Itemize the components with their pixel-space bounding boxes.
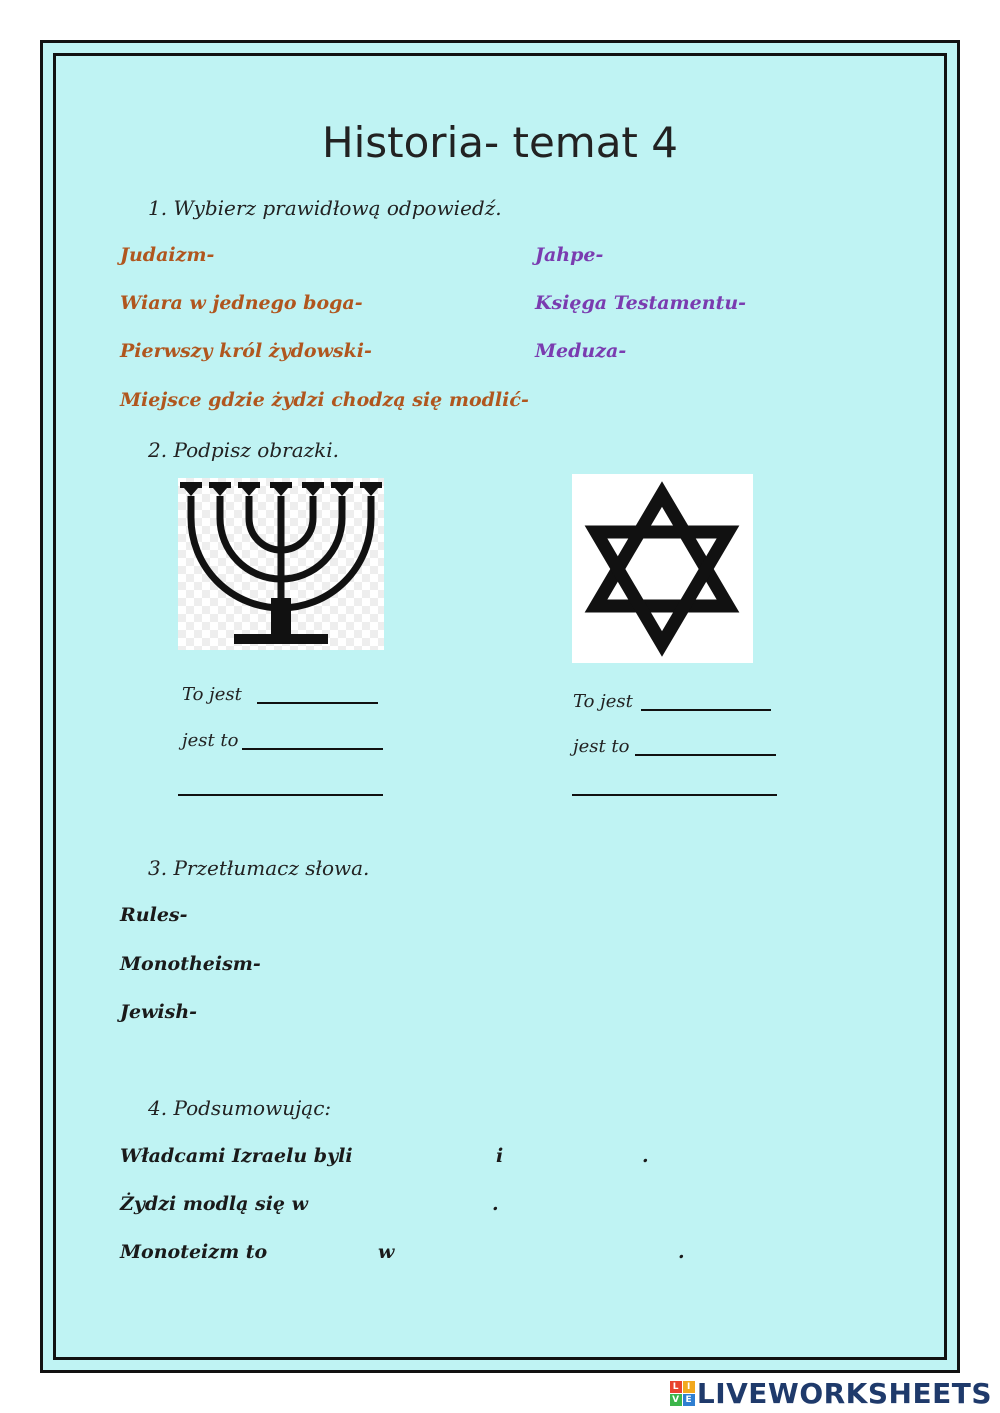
star-image [572, 474, 753, 663]
menorah-icon [178, 478, 384, 650]
section2-heading: 2. Podpisz obrazki. [148, 438, 340, 462]
page-title: Historia- temat 4 [322, 118, 678, 167]
left-to-jest-blank[interactable] [257, 702, 378, 704]
right-jest-to-blank[interactable] [635, 754, 776, 756]
right-extra-blank[interactable] [572, 794, 777, 796]
left-jest-to-blank[interactable] [242, 748, 383, 750]
answer-meduza[interactable]: Meduza- [535, 340, 627, 362]
logo-mark-icon: L I V E [670, 1381, 695, 1406]
summary-line1-and: i [496, 1145, 504, 1167]
question-judaizm: Judaizm- [120, 244, 215, 266]
summary-line3-w: w [378, 1241, 395, 1263]
section1-heading: 1. Wybierz prawidłową odpowiedź. [148, 196, 502, 220]
summary-line3-period: . [678, 1241, 685, 1263]
right-to-jest-blank[interactable] [641, 709, 771, 711]
question-wiara: Wiara w jednego boga- [120, 292, 363, 314]
answer-ksiega[interactable]: Księga Testamentu- [535, 292, 747, 314]
summary-line3-text: Monoteizm to [120, 1241, 268, 1263]
right-jest-to-label: jest to [573, 736, 630, 757]
left-jest-to-label: jest to [182, 730, 239, 751]
summary-line2-text: Żydzi modlą się w [120, 1193, 308, 1215]
summary-line1-period: . [642, 1145, 649, 1167]
summary-line1-text: Władcami Izraelu byli [120, 1145, 353, 1167]
section3-heading: 3. Przetłumacz słowa. [148, 856, 370, 880]
right-to-jest-label: To jest [573, 691, 633, 712]
left-extra-blank[interactable] [178, 794, 383, 796]
star-of-david-icon [572, 474, 753, 663]
section4-heading: 4. Podsumowując: [148, 1096, 332, 1120]
left-to-jest-label: To jest [182, 684, 242, 705]
translate-jewish: Jewish- [120, 1001, 198, 1023]
translate-monotheism: Monotheism- [120, 953, 261, 975]
page-frame [40, 40, 960, 1373]
translate-rules: Rules- [120, 904, 188, 926]
logo-text: LIVEWORKSHEETS [696, 1376, 992, 1410]
question-miejsce: Miejsce gdzie żydzi chodzą się modlić- [120, 389, 529, 411]
menorah-image [178, 478, 384, 650]
question-krol: Pierwszy król żydowski- [120, 340, 372, 362]
answer-jahpe[interactable]: Jahpe- [535, 244, 604, 266]
summary-line2-period: . [492, 1193, 499, 1215]
liveworksheets-logo [670, 1377, 992, 1409]
